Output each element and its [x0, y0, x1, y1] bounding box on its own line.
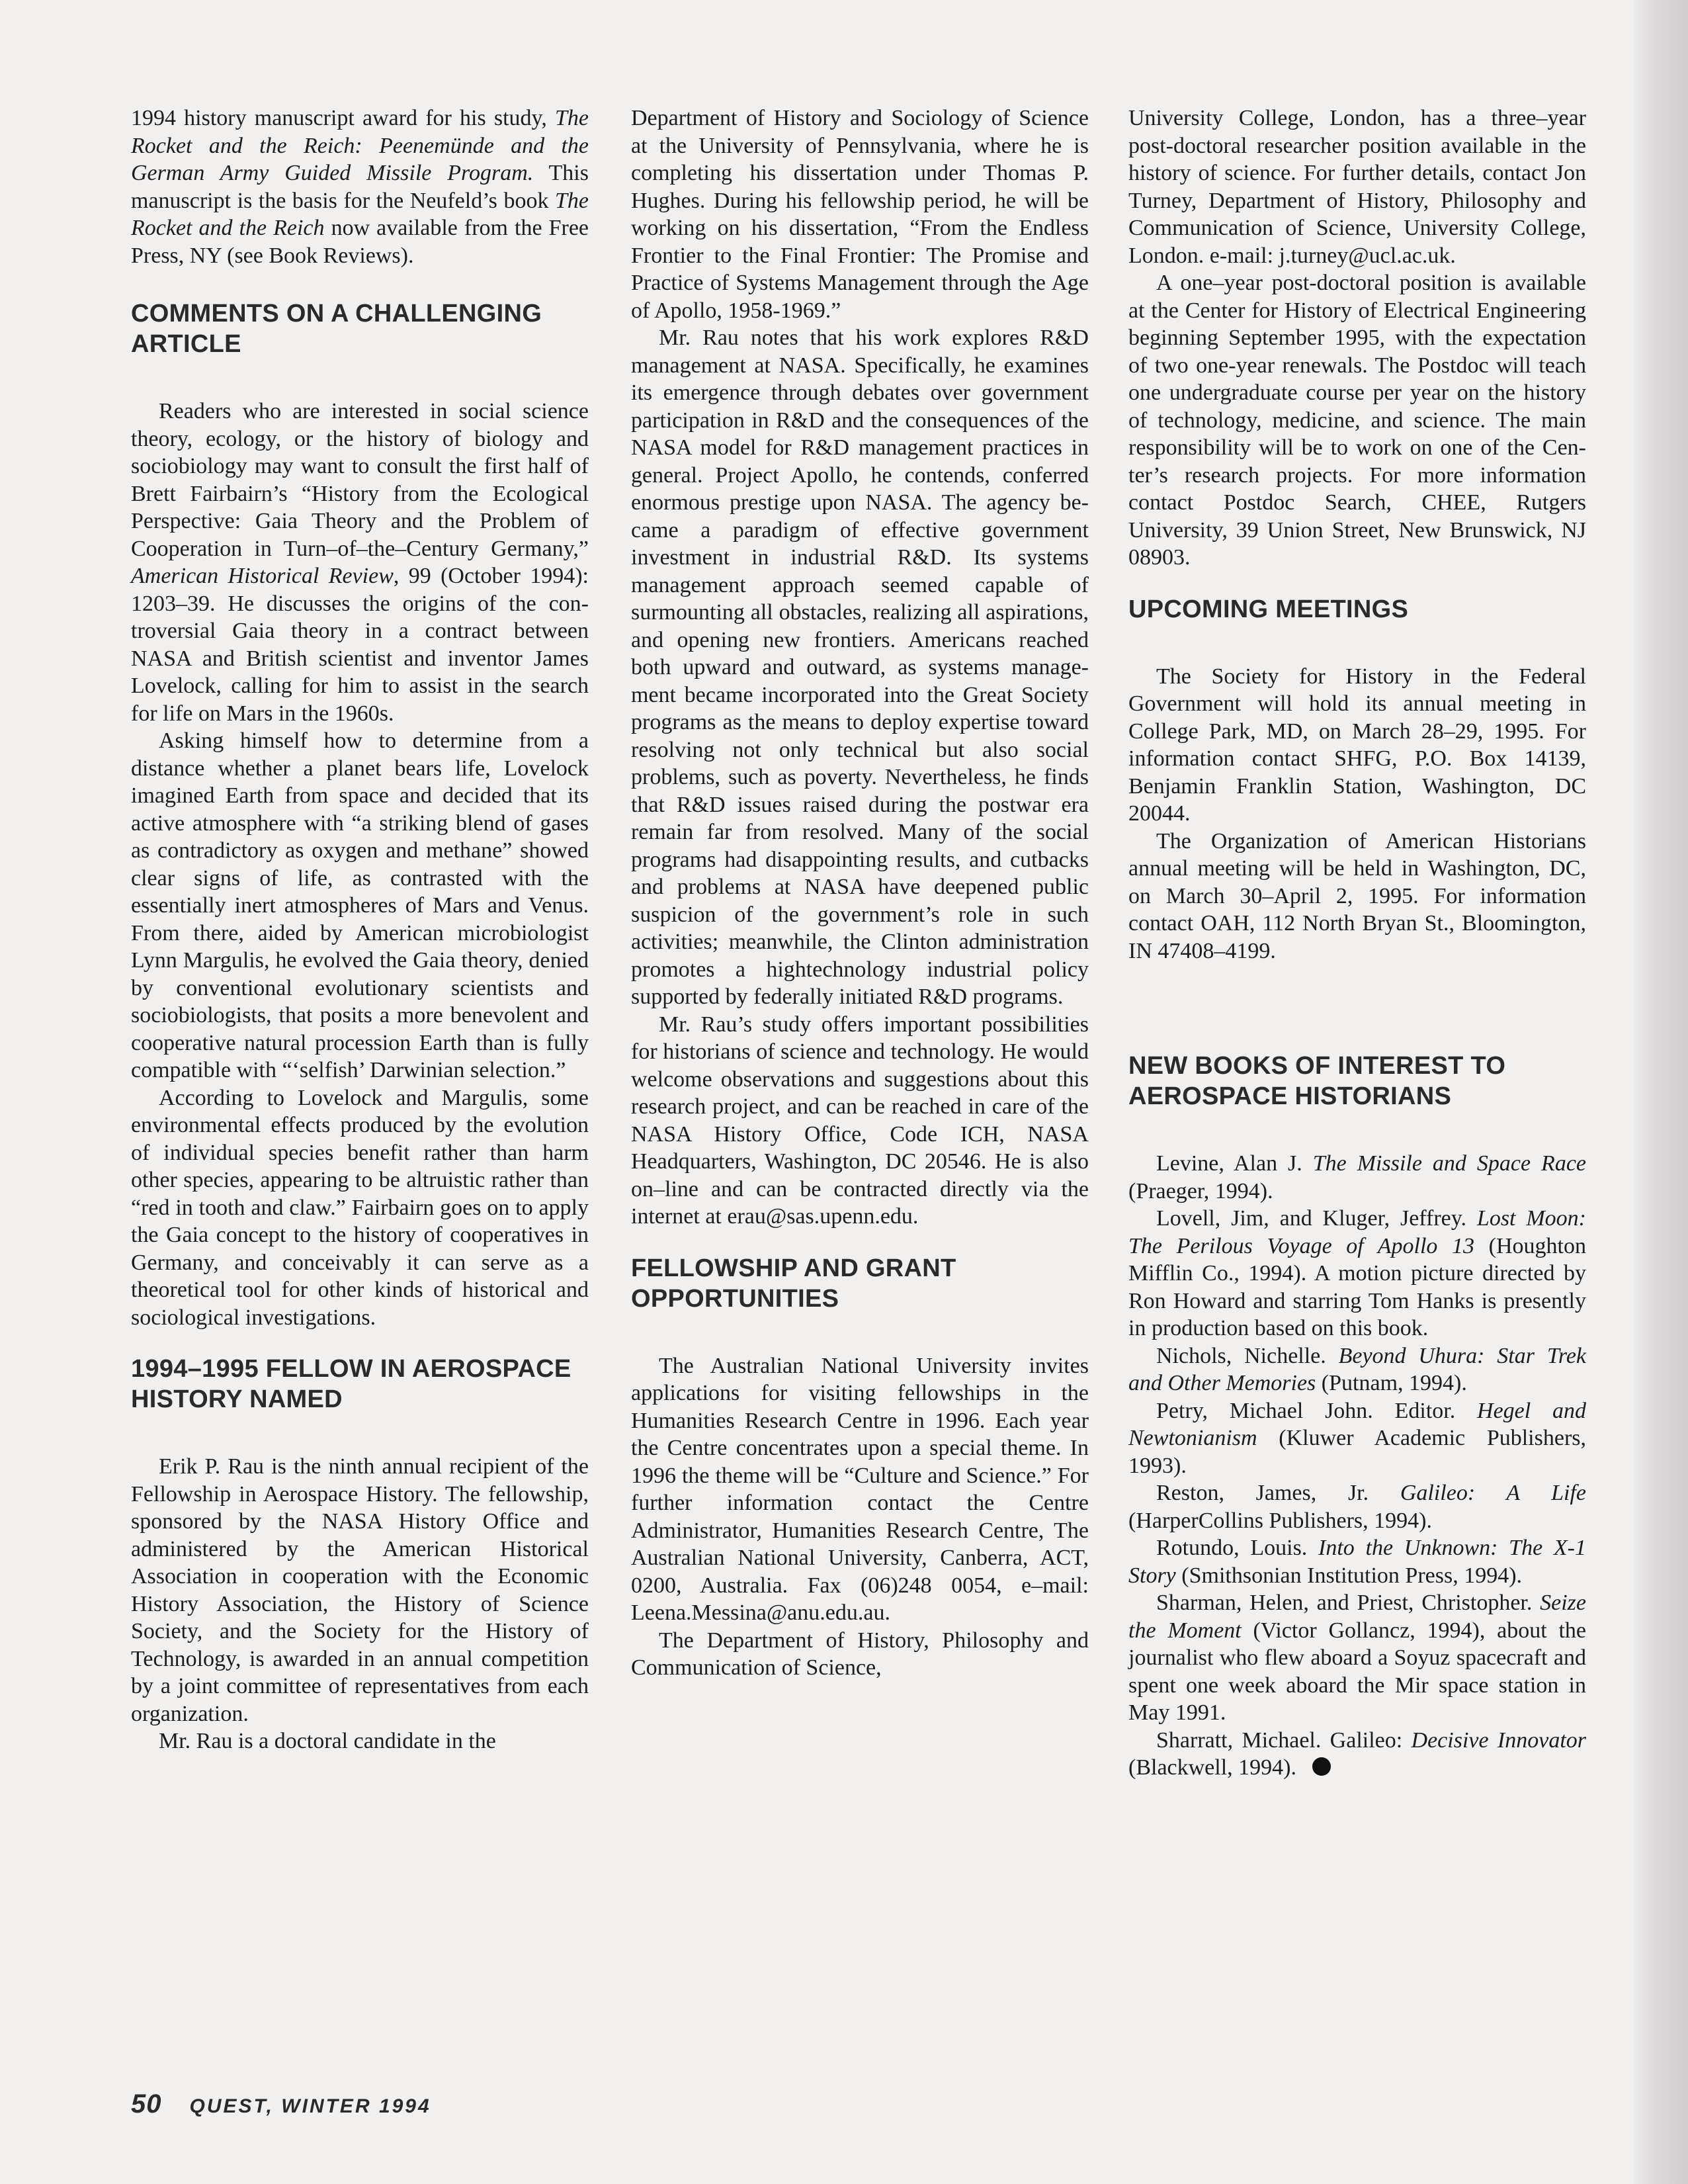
book-entry	[1128, 1397, 1586, 1480]
grants-paragraph-1: The Australian National University invites applications for visiting fellowships in the Humanities Research Centre in 1996. Each year the Centre concentrates upon a special theme. In 1996 the theme will be “Culture and Science.” For further information contact the Centre Administrator, Humanities Research Centre, The Australian National University, Canberra, ACT, 0200, Australia. Fax (06)248 0054, e–mail: Leena.Messina@anu.edu.au.	[631, 1353, 1089, 1625]
fellow-paragraph-1: Erik P. Rau is the ninth annual recipient of the Fellowship in Aerospace History. The fellowship, sponsored by the NASA History Office and administered by the American Historical Association in cooperation with the Economic History Association, the History of Science Society, and the Society for the History of Technology, is awarded in an annual competition by a joint committee of representatives from each organization.	[131, 1454, 589, 1726]
page-number: 50	[131, 2089, 162, 2118]
book-entry	[1128, 1342, 1586, 1397]
author: Levine, Alan J.	[1156, 1151, 1313, 1176]
book-entry	[1128, 1205, 1586, 1342]
books-heading: NEW BOOKS OF INTEREST TO AEROSPACE HISTORIANS	[1128, 1052, 1506, 1110]
publication-name: QUEST, WINTER 1994	[189, 2095, 431, 2117]
book-list	[1128, 1150, 1586, 1782]
comments-heading: COMMENTS ON A CHALLENGING ARTICLE	[131, 300, 542, 358]
publisher: (Putnam, 1994).	[1316, 1371, 1467, 1395]
publisher: (Blackwell, 1994).	[1128, 1755, 1296, 1780]
publisher: (Victor Gollancz, 1994), about the journalist who flew aboard a Soyuz spacecraft and spent one week aboard the Mir space station in May 1991.	[1128, 1618, 1586, 1725]
book-entry	[1128, 1150, 1586, 1205]
text: 1994 history manuscript award for his study,	[131, 106, 555, 130]
book-title: Beyond Uhura: Star Trek and Other Memories	[1128, 1343, 1586, 1395]
publisher: (HarperCollins Publishers, 1994).	[1128, 1508, 1432, 1533]
book-title: The Rocket and the Reich: Peenemünde and the German Army Guided Missile Program.	[131, 106, 589, 185]
page-edge	[1634, 0, 1688, 2184]
page-footer	[131, 2089, 431, 2119]
book-title: Decisive Innovator	[1411, 1727, 1586, 1753]
intro-paragraph	[131, 105, 589, 269]
author: Rotundo, Louis.	[1156, 1536, 1319, 1560]
column-3	[1128, 105, 1586, 1782]
text: Readers who are interested in social science theory, ecology, or the history of biology and sociobiology may want to consult the first half of Brett Fairbairn’s “History from the Ecological Perspective: Gaia Theory and the Problem of Cooperation in Turn–of–the–Century Germany,”	[131, 399, 589, 561]
author: Reston, James, Jr.	[1156, 1481, 1400, 1505]
book-title: Into the Unknown: The X-1 Story	[1128, 1536, 1586, 1588]
book-entry	[1128, 1589, 1586, 1727]
publisher: (Kluwer Academic Publishers, 1993).	[1128, 1426, 1586, 1478]
fellow-paragraph-2: Mr. Rau is a doctoral candidate in the	[159, 1729, 496, 1753]
rau-paragraph-3: Mr. Rau’s study offers important possibilities for historians of science and technology. He would welcome observations and suggestions about this research project, and can be reached in care of the NASA History Office, Code ICH, NASA Headquarters, Washington, DC 20546. He is also on–line and can be contracted directly via the internet at erau@sas.upenn.edu.	[631, 1012, 1089, 1229]
book-title: Lost Moon: The Perilous Voyage of Apollo 13	[1128, 1206, 1587, 1258]
author: Lovell, Jim, and Kluger, Jeffrey.	[1156, 1206, 1477, 1231]
oah-paragraph: The Organization of American Historians annual meeting will be held in Washington, DC, on March 30–April 2, 1995. For information contact OAH, 112 North Bryan St., Bloomington, IN 47408–4199.	[1128, 828, 1586, 963]
text: , 99 (October 1994): 1203–39. He discusses the origins of the controversial Gaia theory in a contract between NASA and British scientist and inventor James Lovelock, calling for him to assist in the search for life on Mars in the 1960s.	[131, 564, 589, 726]
author: Nichols, Nichelle.	[1156, 1343, 1339, 1368]
book-title: Seize the Moment	[1128, 1591, 1586, 1643]
book-title: The Missile and Space Race	[1312, 1151, 1586, 1176]
publisher: (Smithsonian Institution Press, 1994).	[1175, 1563, 1523, 1588]
chee-paragraph: A one–year post-doctoral position is available at the Center for History of Electrical Engineering beginning September 1995, with the expectation of two one-year renewals. The Postdoc will teach one undergraduate course per year on the history of technology, medicine, and science. The main responsibility will be to work on one of the Center’s research projects. For more information contact Postdoc Search, CHEE, Rutgers University, 39 Union Street, New Brunswick, NJ 08903.	[1128, 271, 1586, 570]
column-2	[631, 105, 1089, 1682]
fellow-heading: 1994–1995 FELLOW IN AEROSPACE HISTORY NAMED	[131, 1355, 571, 1413]
author: Sharratt, Michael. Galileo:	[1156, 1727, 1412, 1753]
comments-paragraph-3: According to Lovelock and Margulis, some environmental effects produced by the evolution of individual species benefit rather than harm other species, appearing to be altruistic rather than “red in tooth and claw.” Fairbairn goes on to apply the Gaia concept to the history of cooperatives in Germany, and conceivably it can serve as a theoretical tool for other kinds of historical and sociological investigations.	[131, 1085, 589, 1330]
book-title: Hegel and Newtonianism	[1128, 1398, 1587, 1450]
author: Sharman, Helen, and Priest, Christopher.	[1156, 1591, 1540, 1615]
rau-paragraph-1: Department of History and Sociology of Science at the University of Pennsylvania, where he is completing his dissertation under Thomas P. Hughes. During his fellowship period, he will be working on his dissertation, “From the Endless Frontier to the Final Frontier: The Promise and Practice of Systems Management through the Age of Apollo, 1958-1969.”	[631, 106, 1089, 323]
comments-paragraph-2: Asking himself how to determine from a distance whether a planet bears life, Lovelock imagined Earth from space and decided that its active atmosphere with “a striking blend of gases as contradictory as oxygen and methane” showed clear signs of life, as contrasted with the essentially inert atmospheres of Mars and Venus. From there, aided by American microbiologist Lynn Margulis, he evolved the Gaia theory, denied by conventional evolutionary scientists and sociobiologists, that posits a more benevolent and cooperative natural procession Earth than is fully compatible with “‘selfish’ Darwinian selection.”	[131, 728, 589, 1082]
meetings-heading: UPCOMING MEETINGS	[1128, 595, 1409, 623]
publisher: (Houghton Mifflin Co., 1994). A motion picture directed by Ron Howard and starring Tom Hanks is presently in production based on this book.	[1128, 1233, 1586, 1340]
comments-paragraph-1	[131, 398, 589, 727]
author: Petry, Michael John. Editor.	[1156, 1398, 1478, 1423]
column-1	[131, 105, 589, 1755]
text: now available from the Free Press, NY (see Book Reviews).	[131, 216, 589, 268]
journal-title: American Historical Review	[131, 564, 394, 588]
book-entry	[1128, 1479, 1586, 1534]
book-entry	[1128, 1727, 1586, 1782]
grants-paragraph-2: The Department of History, Philosophy and Communication of Science,	[631, 1628, 1089, 1680]
text: This manuscript is the basis for the Neufeld’s book	[131, 161, 589, 213]
rau-paragraph-2: Mr. Rau notes that his work explores R&D management at NASA. Specifically, he examines its emergence through debates over government participation in R&D and the consequences of the NASA model for R&D management practices in general. Project Apollo, he contends, conferred enormous prestige upon NASA. The agency became a paradigm of effective government investment in industrial R&D. Its systems management approach seemed capable of surmounting all obstacles, realizing all aspirations, and opening new frontiers. Americans reached both upward and outward, as systems management became incorporated into the Great Society programs as the means to deploy expertise toward resolving not only technical but also social problems, such as poverty. Nevertheless, he finds that R&D issues raised during the postwar era remain far from resolved. Many of the social programs had disappointing results, and cutbacks and problems at NASA have deepened public suspicion of the government’s role in such activities; meanwhile, the Clinton administration promotes a hightechnology industrial policy supported by federally initiated R&D programs.	[631, 326, 1089, 1009]
ucl-paragraph: University College, London, has a three–year post-doctoral researcher position available in the history of science. For further details, contact Jon Turney, Department of History, Philosophy and Communication of Science, University College, London. e-mail: j.turney@ucl.ac.uk.	[1128, 106, 1586, 268]
book-title: Galileo: A Life	[1400, 1481, 1586, 1505]
shfg-paragraph: The Society for History in the Federal Government will hold its annual meeting in College Park, MD, on March 28–29, 1995. For information contact SHFG, P.O. Box 14139, Benjamin Franklin Station, Washington, DC 20044.	[1128, 664, 1586, 826]
grants-heading: FELLOWSHIP AND GRANT OPPORTUNITIES	[631, 1254, 956, 1313]
book-entry	[1128, 1534, 1586, 1589]
end-of-article-bullet-icon	[1312, 1757, 1331, 1776]
publisher: (Praeger, 1994).	[1128, 1178, 1273, 1203]
book-title: The Rocket and the Reich	[131, 188, 589, 240]
